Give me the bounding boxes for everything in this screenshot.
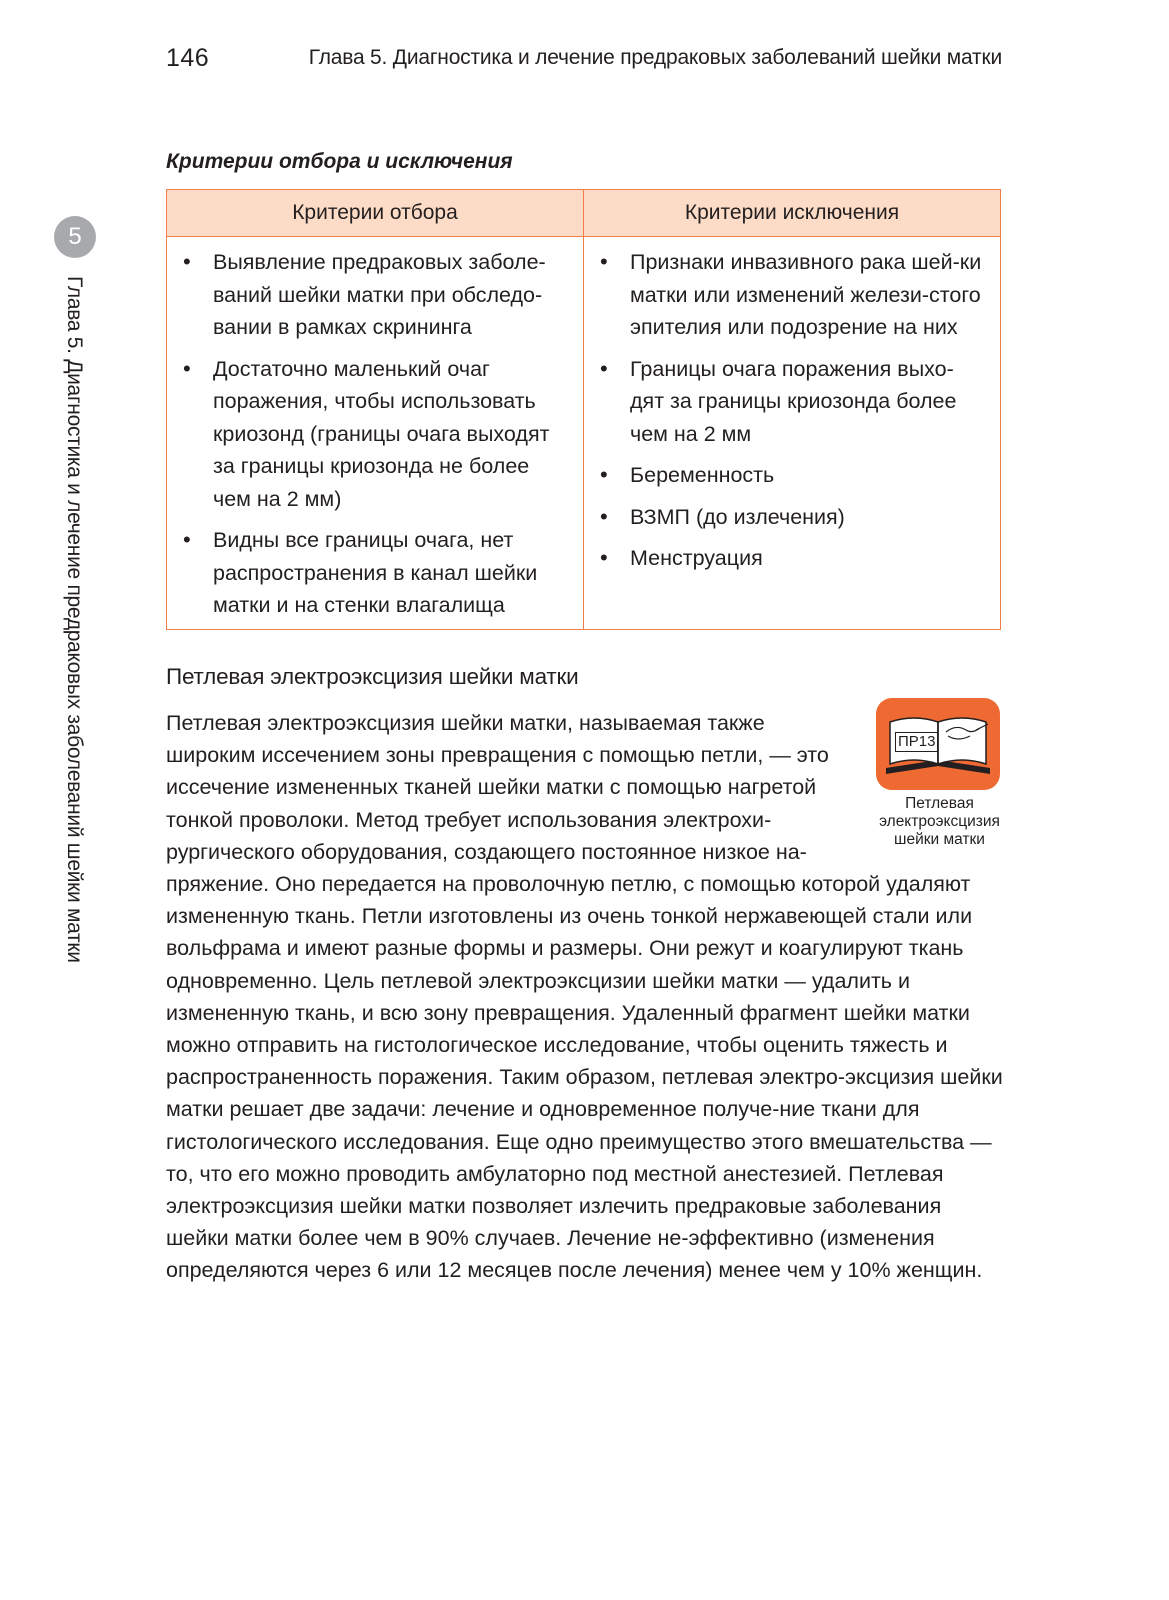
list-item: • Границы очага поражения выхо-дят за границы криозонда более чем на 2 мм [598, 353, 984, 451]
list-item: • Видны все границы очага, нет распространения в канал шейки матки и на стенки влагалища [181, 524, 567, 622]
list-item: • ВЗМП (до излечения) [598, 501, 984, 534]
procedure-caption-line: электроэксцизия [879, 813, 1000, 830]
body-paragraph [166, 707, 1004, 1287]
body-paragraph-part: Петлевая электроэксцизия шейки матки, называемая также широким иссечением зоны превращения с помощью петли, — это иссечение измененных тканей шейки матки с помощью нагретой тонкой проволоки. Метод требует использования электрохи-рургического оборудования, создающего постоянное низкое на- [166, 711, 829, 864]
side-chapter-title: Глава 5. Диагностика и лечение предраковых заболеваний шейки матки [63, 276, 86, 963]
selection-criteria-list [181, 246, 567, 622]
list-item: • Беременность [598, 459, 984, 492]
procedure-caption-line: Петлевая [905, 795, 974, 812]
running-head: Глава 5. Диагностика и лечение предраковых заболеваний шейки матки [308, 46, 1002, 69]
chapter-number-badge: 5 [54, 216, 96, 258]
page-number: 146 [166, 44, 210, 72]
section-heading: Петлевая электроэксцизия шейки матки [166, 664, 579, 689]
table-header-row [167, 190, 1001, 237]
selection-criteria-cell [167, 237, 584, 630]
body-paragraph-part: пряжение. Оно передается на проволочную петлю, с помощью которой удаляют измененную ткань. Петли изготовлены из очень тонкой нержавеющей стали или вольфрама и имеют разные формы и размеры. Они режут и коагулируют ткань одновременно. Цель петлевой электроэксцизии шейки матки — удалить и измененную ткань, и всю зону превращения. Удаленный фрагмент шейки матки можно отправить на гистологическое исследование, чтобы оценить тяжесть и распространенность поражения. Таким образом, петлевая электро-эксцизия шейки матки решает две задачи: лечение и одновременное получе-ние ткани для гистологического исследования. Еще одно преимущество этого вмешательства — то, что его можно проводить амбулаторно под местной анестезией. Петлевая электроэксцизия шейки матки позволяет излечить предраковые заболевания шейки матки более чем в 90% случаев. Лечение не-эффективно (изменения определяются через 6 или 12 месяцев после лечения) менее чем у 10% женщин. [166, 872, 1003, 1283]
list-item: • Достаточно маленький очаг поражения, чтобы использовать криозонд (границы очага выходят за границы криозонда не более чем на 2 мм) [181, 353, 567, 516]
criteria-table [166, 189, 1001, 630]
page-header [166, 44, 1002, 78]
table-row [167, 237, 1001, 630]
list-item: • Признаки инвазивного рака шей-ки матки или изменений желези-стого эпителия или подозрение на них [598, 246, 984, 344]
procedure-caption-line: шейки матки [894, 831, 985, 848]
procedure-code: ПР13 [895, 732, 938, 752]
list-item: • Выявление предраковых заболе-ваний шейки матки при обследо-вании в рамках скрининга [181, 246, 567, 344]
column-header-exclusion: Критерии исключения [584, 190, 1001, 237]
exclusion-criteria-cell [584, 237, 1001, 630]
exclusion-criteria-list [598, 246, 984, 575]
column-header-selection: Критерии отбора [167, 190, 584, 237]
list-item: • Менструация [598, 542, 984, 575]
table-caption: Критерии отбора и исключения [166, 150, 513, 173]
